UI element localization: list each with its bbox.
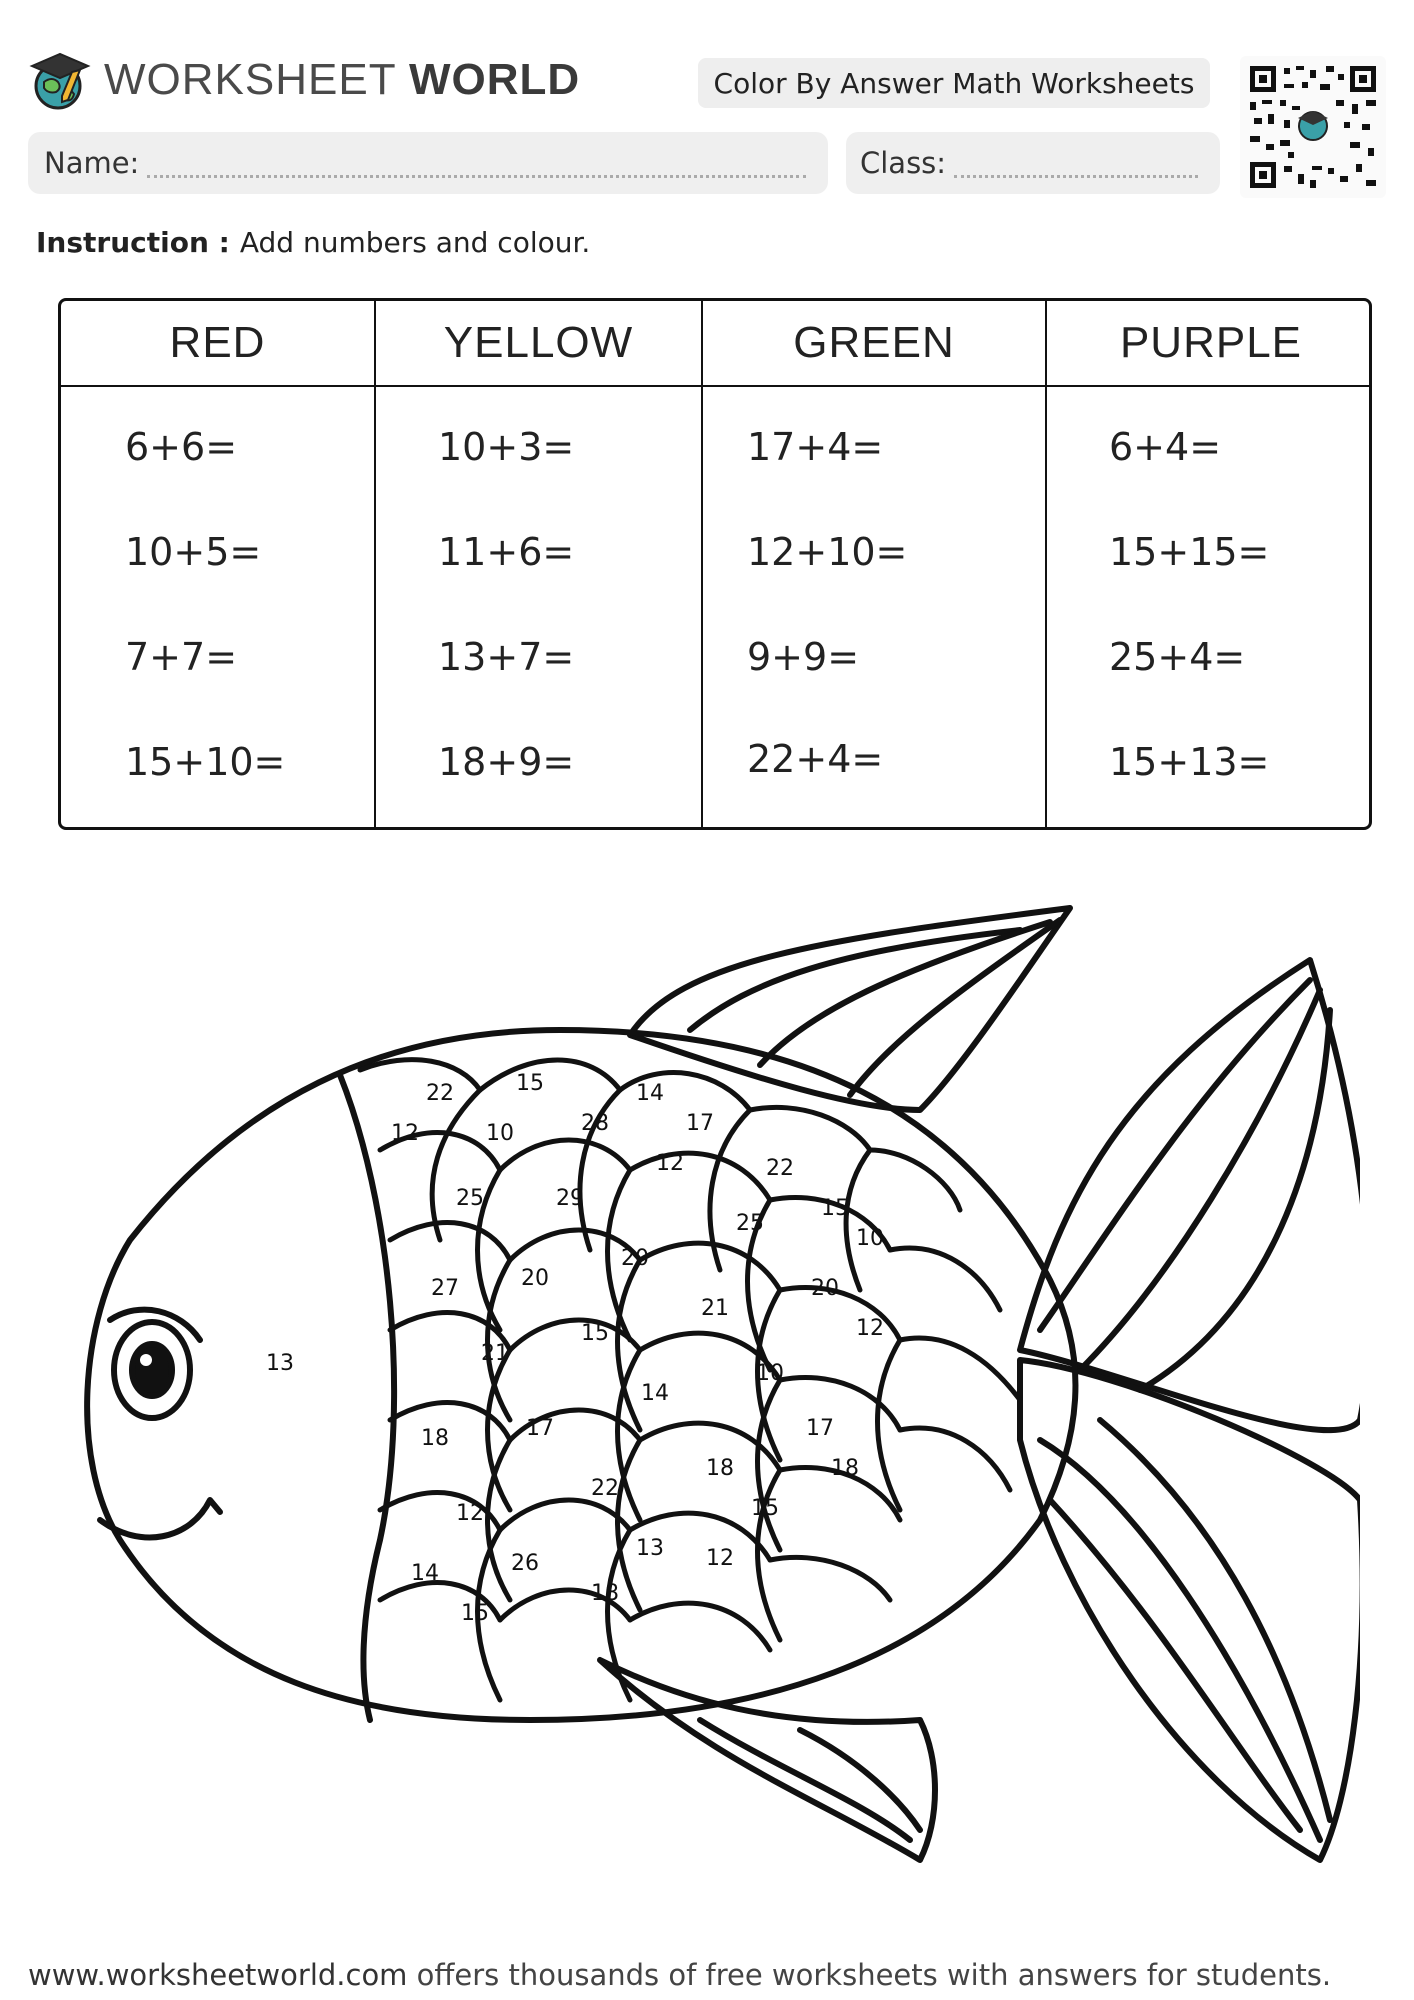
brand (28, 40, 580, 120)
key-header: GREEN (703, 301, 1045, 387)
key-column-purple (1047, 301, 1372, 827)
fish-scale-number: 18 (421, 1426, 449, 1451)
equation: 10+3= (438, 425, 575, 469)
equation: 15+10= (125, 740, 286, 784)
fish-scale-number: 28 (581, 1111, 609, 1136)
fish-scale-number: 21 (701, 1296, 729, 1321)
key-header: RED (61, 301, 374, 387)
fish-scale-number: 15 (461, 1601, 489, 1626)
fish-scale-number: 27 (431, 1276, 459, 1301)
key-header: YELLOW (376, 301, 701, 387)
fish-scale-number: 22 (766, 1156, 794, 1181)
fish-scale-number: 21 (481, 1341, 509, 1366)
fish-scale-number: 26 (511, 1551, 539, 1576)
fish-scale-number: 25 (736, 1211, 764, 1236)
fish-scale-number: 12 (856, 1316, 884, 1341)
equation: 22+4= (747, 737, 884, 781)
name-field[interactable] (28, 132, 828, 194)
eye-inner (132, 1344, 172, 1396)
fish-scale-number: 12 (456, 1501, 484, 1526)
fish-scale-number: 15 (821, 1196, 849, 1221)
class-write-line[interactable] (954, 149, 1198, 178)
fish-scales (360, 1060, 1020, 1700)
footer-tagline: offers thousands of free worksheets with answers for students. (407, 1958, 1332, 1992)
equation: 18+9= (438, 740, 575, 784)
equation: 6+6= (125, 425, 238, 469)
fish-scale-number: 25 (456, 1186, 484, 1211)
fish-scale-number: 20 (621, 1246, 649, 1271)
key-header: PURPLE (1047, 301, 1372, 387)
fish-scale-number: 17 (526, 1416, 554, 1441)
fish-scale-number: 10 (756, 1361, 784, 1386)
fish-scale-number: 14 (411, 1561, 439, 1586)
fish-scale-number: 15 (581, 1321, 609, 1346)
key-column-green (703, 301, 1047, 827)
class-label: Class: (860, 146, 947, 180)
fish-scale-number: 12 (391, 1121, 419, 1146)
equation: 17+4= (747, 425, 884, 469)
fish-scale-number: 18 (831, 1456, 859, 1481)
fish-coloring-picture (60, 900, 1360, 1900)
fish-scale-number: 10 (486, 1121, 514, 1146)
footer-website-link[interactable]: www.worksheetworld.com (28, 1958, 408, 1992)
fish-scale-number: 17 (806, 1416, 834, 1441)
fish-scale-number: 13 (636, 1536, 664, 1561)
mouth (100, 1500, 220, 1537)
instruction (36, 226, 590, 259)
fish-scale-number: 14 (636, 1081, 664, 1106)
fish-scale-number: 17 (686, 1111, 714, 1136)
qr-code-icon (1240, 56, 1386, 198)
fish-scale-number: 10 (856, 1226, 884, 1251)
fish-scale-number: 18 (706, 1456, 734, 1481)
instruction-text: Add numbers and colour. (239, 226, 591, 259)
fish-scale-number: 15 (516, 1071, 544, 1096)
fish-scale-number: 29 (556, 1186, 584, 1211)
fish-scale-number: 14 (641, 1381, 669, 1406)
fish-scale-number: 12 (656, 1151, 684, 1176)
fish-scale-number: 22 (426, 1081, 454, 1106)
equation: 13+7= (438, 635, 575, 679)
fish-scale-number: 22 (591, 1476, 619, 1501)
key-column-yellow (376, 301, 703, 827)
instruction-label: Instruction : (36, 226, 230, 259)
fish-scale-number: 20 (521, 1266, 549, 1291)
equation: 6+4= (1109, 425, 1222, 469)
footer-text (28, 1958, 1331, 1992)
equation: 9+9= (747, 635, 860, 679)
equation: 12+10= (747, 530, 908, 574)
fish-scale-number: 12 (706, 1546, 734, 1571)
fish-scale-number: 18 (591, 1581, 619, 1606)
equation: 7+7= (125, 635, 238, 679)
name-write-line[interactable] (147, 149, 806, 178)
equation: 10+5= (125, 530, 262, 574)
class-field[interactable] (846, 132, 1220, 194)
equation: 15+15= (1109, 530, 1270, 574)
fish-scale-number: 20 (811, 1276, 839, 1301)
name-label: Name: (44, 146, 140, 180)
equation: 25+4= (1109, 635, 1246, 679)
fish-head-number: 13 (266, 1351, 294, 1376)
gill-line (340, 1075, 394, 1720)
key-column-red (61, 301, 376, 827)
equation: 15+13= (1109, 740, 1270, 784)
color-key-table (58, 298, 1372, 830)
fish-scale-number: 15 (751, 1496, 779, 1521)
graduation-cap-globe-icon (28, 48, 92, 112)
equation: 11+6= (438, 530, 575, 574)
brand-name: WORKSHEET WORLD (104, 55, 581, 104)
worksheet-title: Color By Answer Math Worksheets (698, 58, 1210, 108)
